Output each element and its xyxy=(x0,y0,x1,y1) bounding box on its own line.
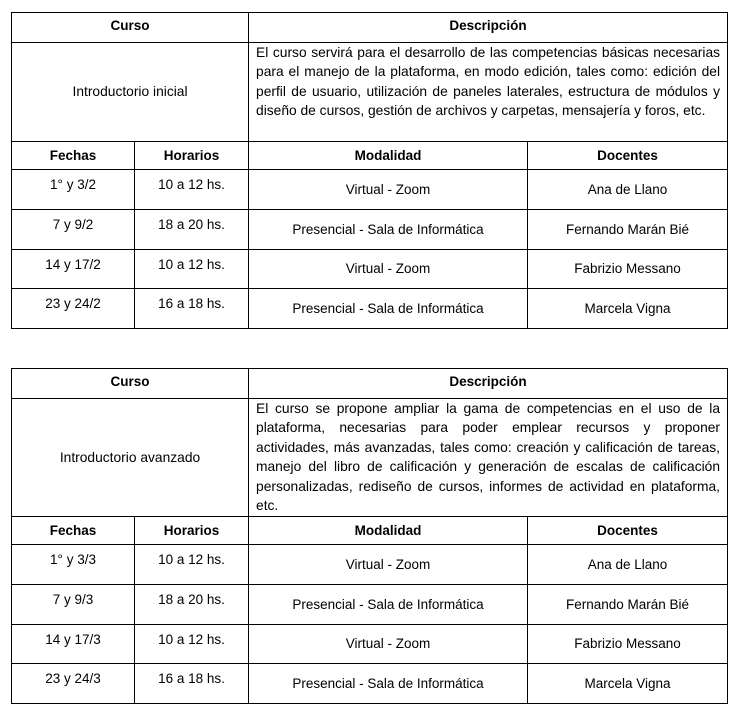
course-table-inicial xyxy=(11,12,728,329)
fecha-cell: 14 y 17/2 xyxy=(12,250,135,289)
horario-cell: 10 a 12 hs. xyxy=(135,250,249,289)
modalidad-cell: Presencial - Sala de Informática xyxy=(249,289,528,329)
horarios-header: Horarios xyxy=(135,142,249,170)
table-row xyxy=(12,625,728,664)
schedule-header-row xyxy=(12,142,728,170)
modalidad-header: Modalidad xyxy=(249,517,528,545)
modalidad-cell: Presencial - Sala de Informática xyxy=(249,664,528,704)
table-row xyxy=(12,170,728,210)
docente-cell: Fabrizio Messano xyxy=(528,250,728,289)
schedule-header-row xyxy=(12,517,728,545)
course-table-avanzado xyxy=(11,368,728,704)
docente-cell: Marcela Vigna xyxy=(528,664,728,704)
modalidad-cell: Virtual - Zoom xyxy=(249,170,528,210)
course-description: El curso servirá para el desarrollo de las competencias básicas necesarias para el manejo de la plataforma, en modo edición, tales como: edición del perfil de usuario, utilización de paneles laterales, estructura de módulos y diseño de cursos, gestión de archivos y carpetas, mensajería y foros, etc. xyxy=(249,43,728,142)
docente-cell: Fabrizio Messano xyxy=(528,625,728,664)
modalidad-cell: Presencial - Sala de Informática xyxy=(249,585,528,625)
course-description: El curso se propone ampliar la gama de competencias en el uso de la plataforma, necesarias para poder emplear recursos y proponer actividades, más avanzadas, tales como: creación y calificación de tareas, manejo del libro de calificación y generación de escalas de calificación personalizadas, rediseño de cursos, informes de actividad en plataforma, etc. xyxy=(249,399,728,517)
horario-cell: 10 a 12 hs. xyxy=(135,625,249,664)
table-row xyxy=(12,250,728,289)
fecha-cell: 14 y 17/3 xyxy=(12,625,135,664)
modalidad-cell: Virtual - Zoom xyxy=(249,250,528,289)
fecha-cell: 7 y 9/3 xyxy=(12,585,135,625)
modalidad-cell: Virtual - Zoom xyxy=(249,625,528,664)
course-name: Introductorio inicial xyxy=(12,43,249,142)
fecha-cell: 1° y 3/2 xyxy=(12,170,135,210)
docente-cell: Ana de Llano xyxy=(528,545,728,585)
fechas-header: Fechas xyxy=(12,517,135,545)
horarios-header: Horarios xyxy=(135,517,249,545)
curso-header: Curso xyxy=(12,369,249,399)
horario-cell: 16 a 18 hs. xyxy=(135,664,249,704)
modalidad-cell: Presencial - Sala de Informática xyxy=(249,210,528,250)
table-row xyxy=(12,664,728,704)
curso-header: Curso xyxy=(12,13,249,43)
modalidad-cell: Virtual - Zoom xyxy=(249,545,528,585)
course-info-row xyxy=(12,399,728,517)
descripcion-header: Descripción xyxy=(249,369,728,399)
fecha-cell: 1° y 3/3 xyxy=(12,545,135,585)
modalidad-header: Modalidad xyxy=(249,142,528,170)
table-row xyxy=(12,545,728,585)
horario-cell: 10 a 12 hs. xyxy=(135,170,249,210)
table-row xyxy=(12,289,728,329)
docentes-header: Docentes xyxy=(528,142,728,170)
horario-cell: 10 a 12 hs. xyxy=(135,545,249,585)
fecha-cell: 23 y 24/2 xyxy=(12,289,135,329)
horario-cell: 18 a 20 hs. xyxy=(135,210,249,250)
course-header-row xyxy=(12,369,728,399)
docente-cell: Marcela Vigna xyxy=(528,289,728,329)
horario-cell: 18 a 20 hs. xyxy=(135,585,249,625)
course-info-row xyxy=(12,43,728,142)
fecha-cell: 23 y 24/3 xyxy=(12,664,135,704)
docente-cell: Ana de Llano xyxy=(528,170,728,210)
course-name: Introductorio avanzado xyxy=(12,399,249,517)
table-row xyxy=(12,210,728,250)
docente-cell: Fernando Marán Bié xyxy=(528,210,728,250)
course-header-row xyxy=(12,13,728,43)
docente-cell: Fernando Marán Bié xyxy=(528,585,728,625)
fechas-header: Fechas xyxy=(12,142,135,170)
table-row xyxy=(12,585,728,625)
docentes-header: Docentes xyxy=(528,517,728,545)
horario-cell: 16 a 18 hs. xyxy=(135,289,249,329)
descripcion-header: Descripción xyxy=(249,13,728,43)
fecha-cell: 7 y 9/2 xyxy=(12,210,135,250)
